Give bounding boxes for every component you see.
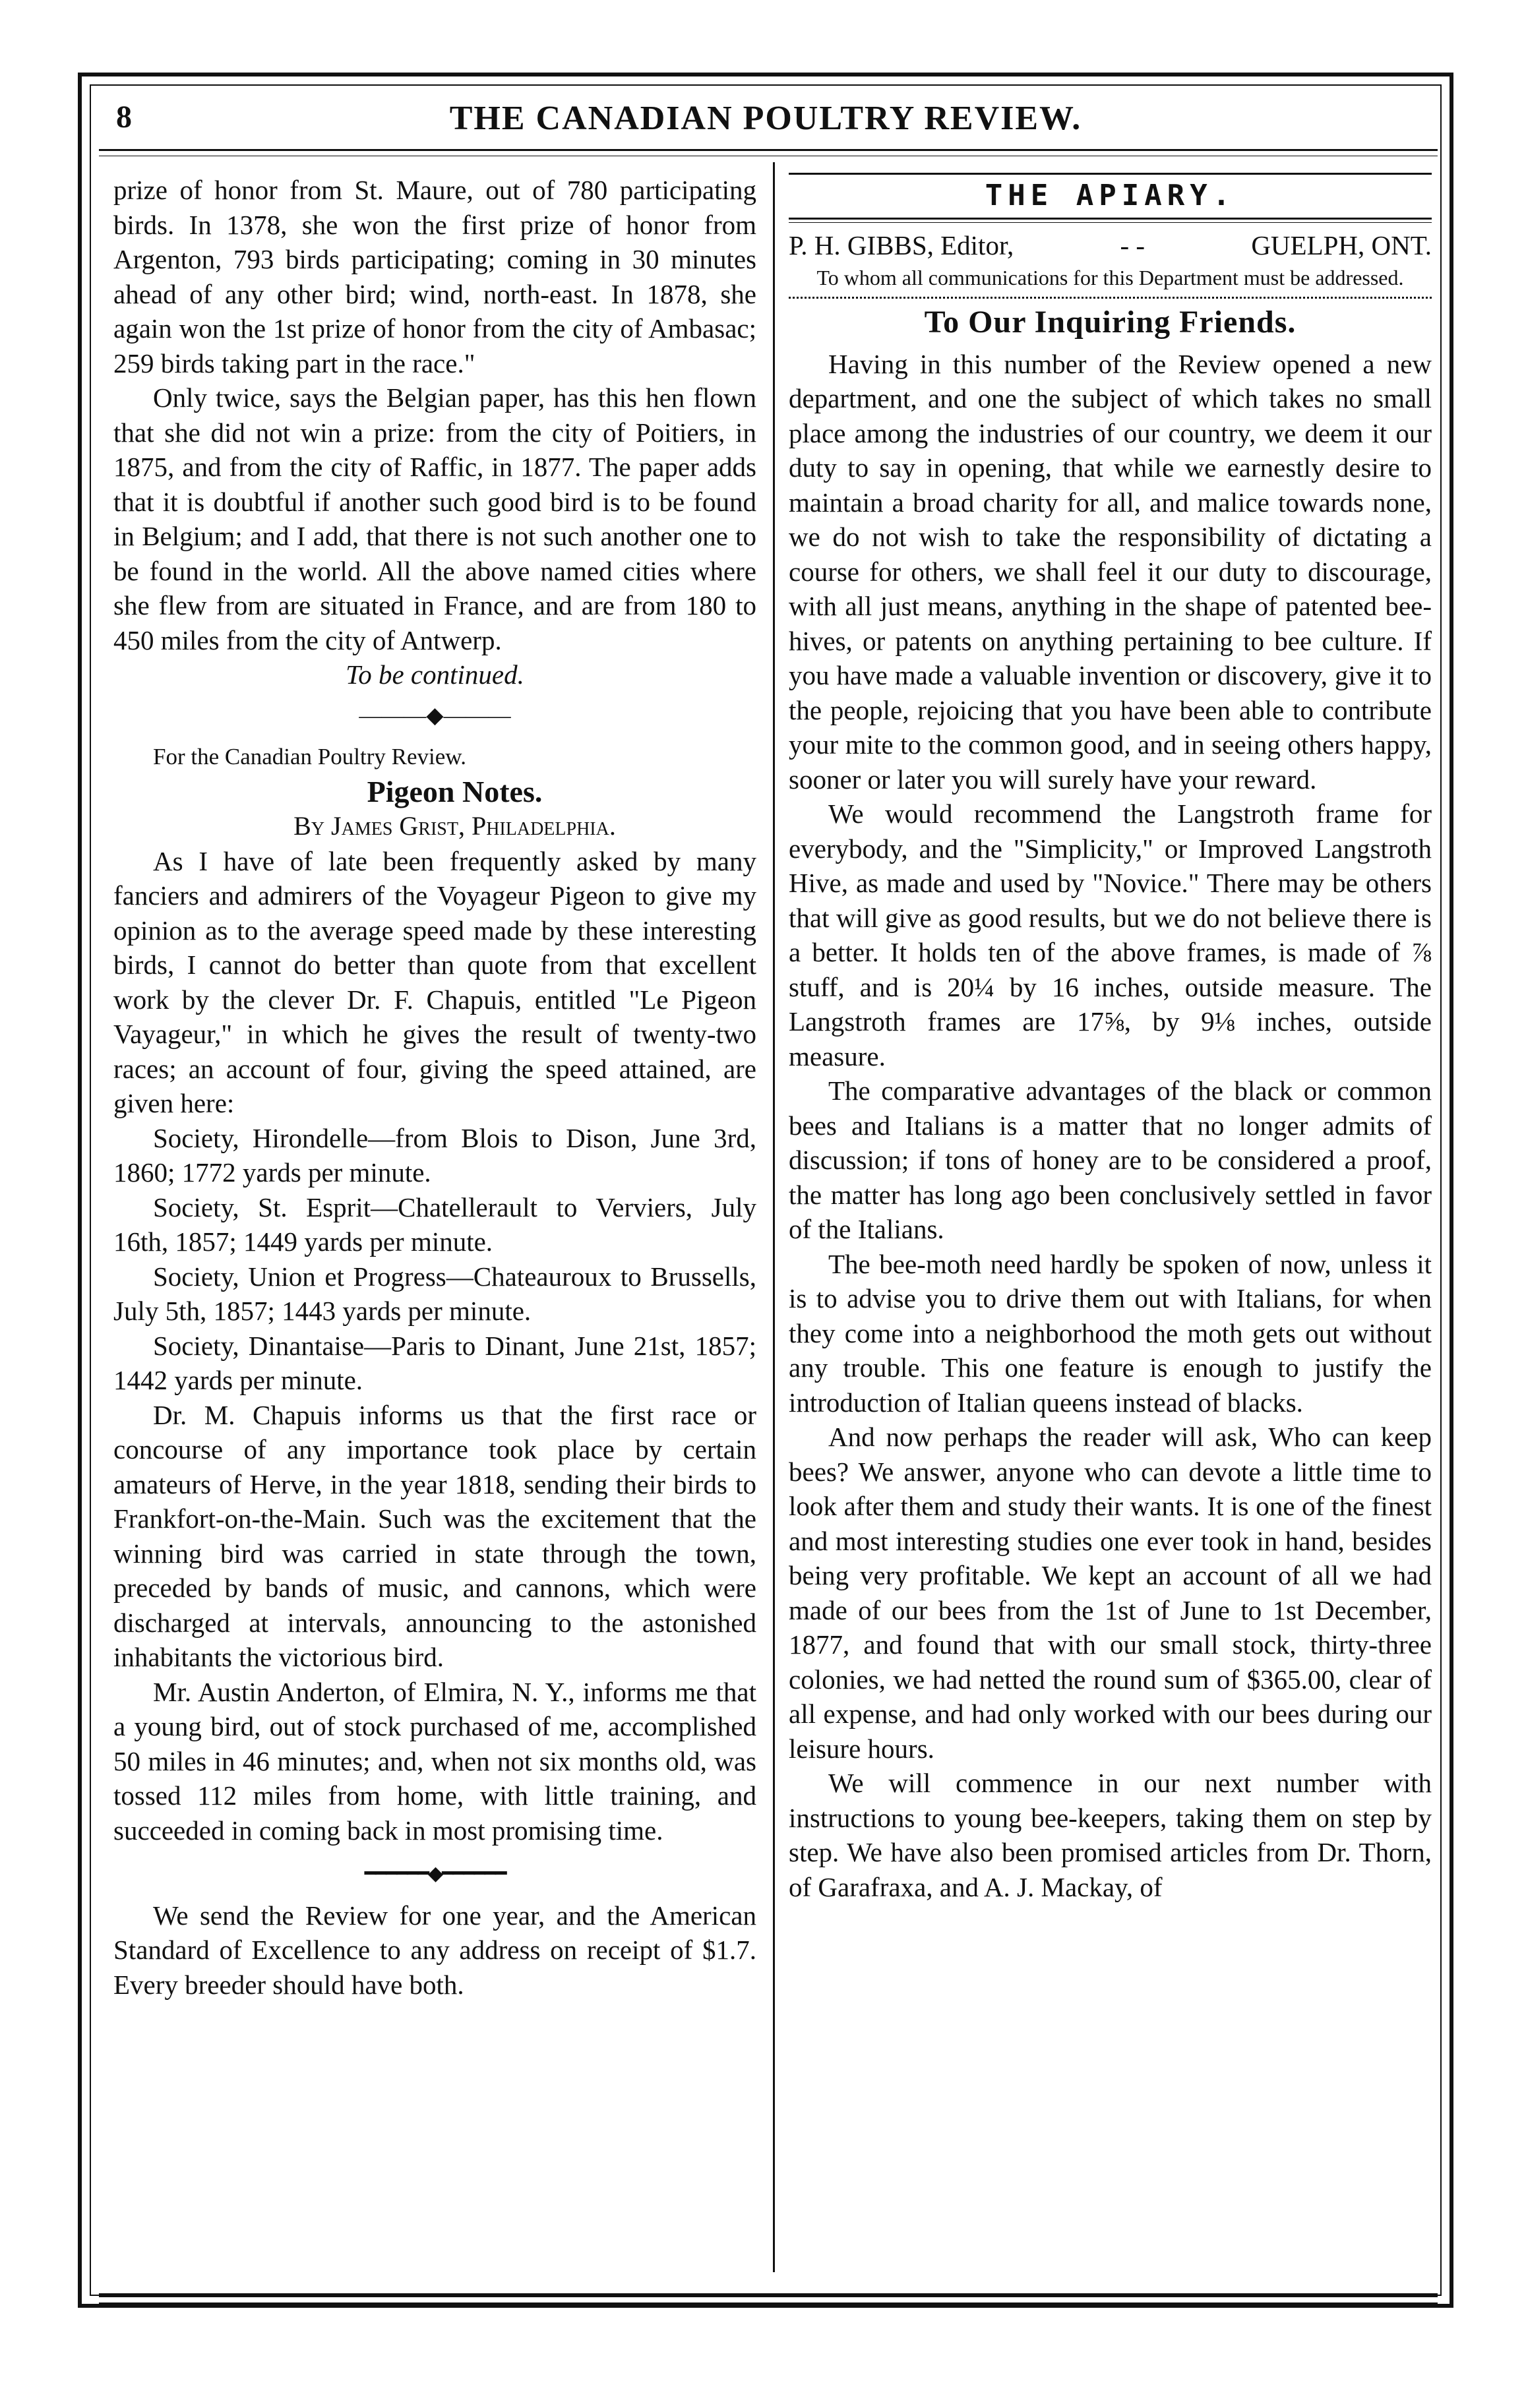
editor-name: P. H. GIBBS, Editor, bbox=[789, 229, 1014, 260]
apiary-rule-top bbox=[789, 173, 1432, 175]
header-rule bbox=[99, 149, 1438, 151]
society-entry-4: Society, Dinantaise—Paris to Dinant, June 21st, 1857; 1442 yards per minute. bbox=[113, 1330, 756, 1395]
to-be-continued: To be continued. bbox=[346, 659, 524, 690]
running-title: THE CANADIAN POULTRY REVIEW. bbox=[449, 100, 1082, 137]
paragraph-as-i-have: As I have of late been frequently asked by many fanciers and admirers of the Voyageur Pigeon to give my opinion as to the average speed made by these interesting birds, I cannot do better than quote from that excellent work by the clever Dr. F. Chapuis, entitled "Le Pigeon Vayageur," in which he gives the result of twenty-two races; an account of four, giving the speed attained, are given here: bbox=[113, 845, 756, 1118]
bottom-rule bbox=[99, 2293, 1438, 2297]
ornament-separator: ———◆——— bbox=[359, 703, 511, 728]
paragraph-recommend: We would recommend the Langstroth frame for everybody, and the "Simplicity," or Improved Langstroth Hive, as made and used by "Novice." There may be others that will give as good results, but we do not believe there is a better. It holds ten of the above frames, is made of ⅞ stuff, and is 20¼ by 16 inches, outside measure. The Langstroth frames are 17⅝, by 9⅛ inches, outside measure. bbox=[789, 798, 1432, 1071]
dotted-rule bbox=[789, 297, 1432, 299]
paragraph-chapuis: Dr. M. Chapuis informs us that the first race or concourse of any importance took place by certain amateurs of Herve, in the year 1818, sending their birds to Frankfort-on-the-Main. Such was the excitement that the winning bird was carried in state through the town, preceded by bands of music, and cannons, which were discharged at intervals, announcing to the astonished inhabitants the victorious bird. bbox=[113, 1399, 756, 1672]
editor-location: GUELPH, ONT. bbox=[1251, 229, 1432, 260]
ornament-bar: ━━━━━━◆━━━━━━ bbox=[364, 1863, 506, 1884]
left-column bbox=[113, 173, 756, 2002]
paragraph-having: Having in this number of the Review opened a new department, and one the subject of which takes no small place among the industries of our country, we deem it our duty to say in opening, that while we earnestly desire to maintain a broad charity for all, and malice towards none, we do not wish to take the responsibility of dictating a course for others, we shall feel it our duty to discourage, with all just means, anything in the shape of patented bee-hives, or patents on anything pertaining to bee culture. If you have made a valuable invention or discovery, give it to the people, rejoicing that you have been able to contribute your mite to the common good, and in seeing others happy, sooner or later you will surely have your reward. bbox=[789, 348, 1432, 795]
department-title: THE APIARY. bbox=[985, 179, 1236, 212]
paragraph-and-now: And now perhaps the reader will ask, Who can keep bees? We answer, anyone who can devote a little time to look after them and study their wants. It is one of the finest and most interesting studies one ever took in hand, besides being very profitable. We kept an account of all we had made of our bees from the 1st of June to 1st December, 1877, and found that with our small stock, thirty-three colonies, we had netted the round sum of $365.00, clear of all expense, and had only worked with our bees during our leisure hours. bbox=[789, 1422, 1432, 1764]
paragraph-beemoth: The bee-moth need hardly be spoken of now, unless it is to advise you to drive them out with Italians, for when they come into a neighborhood the moth gets out without any trouble. This one feature is enough to justify the introduction of Italian queens instead of blacks. bbox=[789, 1248, 1432, 1418]
society-entry-3: Society, Union et Progress—Chateauroux to Brussells, July 5th, 1857; 1443 yards per minute. bbox=[113, 1261, 756, 1326]
bottom-rule-thin bbox=[99, 2303, 1438, 2304]
apiary-rule-thin bbox=[789, 222, 1432, 223]
right-column bbox=[789, 173, 1432, 1904]
communications-note: To whom all communications for this Department must be addressed. bbox=[816, 266, 1404, 289]
editor-dashes: - - bbox=[1120, 229, 1145, 260]
paragraph-comparative: The comparative advantages of the black or common bees and Italians is a matter that no longer admits of discussion; if tons of honey are to be considered a proof, the matter has long ago been conclusively settled in favor of the Italians. bbox=[789, 1075, 1432, 1244]
paragraph-commence: We will commence in our next number with instructions to young bee-keepers, taking them on step by step. We have also been promised articles from Dr. Thorn, of Garafraxa, and A. J. Mackay, of bbox=[789, 1768, 1432, 1902]
paragraph-only-twice: Only twice, says the Belgian paper, has this hen flown that she did not win a prize: from the city of Poitiers, in 1875, and from the city of Raffic, in 1877. The paper adds that it is doubtful if another such good bird is to be found in Belgium; and I add, that there is not such another one to be found in the world. All the above named cities where she flew from are situated in France, and are from 180 to 450 miles from the city of Antwerp. bbox=[113, 382, 756, 655]
inquiring-friends-heading: To Our Inquiring Friends. bbox=[924, 305, 1297, 340]
society-entry-2: Society, St. Esprit—Chatellerault to Verviers, July 16th, 1857; 1449 yards per minute. bbox=[113, 1191, 756, 1257]
society-entry-1: Society, Hirondelle—from Blois to Dison, June 3rd, 1860; 1772 yards per minute. bbox=[113, 1122, 756, 1188]
page-number: 8 bbox=[116, 100, 132, 135]
byline: By James Grist, Philadelphia. bbox=[293, 811, 616, 841]
column-divider bbox=[773, 162, 775, 2272]
pigeon-notes-heading: Pigeon Notes. bbox=[367, 774, 543, 808]
paragraph-we-send: We send the Review for one year, and the American Standard of Excellence to any address on receipt of $1.7. Every breeder should have both. bbox=[113, 1900, 756, 2000]
source-line: For the Canadian Poultry Review. bbox=[153, 744, 467, 769]
paragraph-continuation: prize of honor from St. Maure, out of 780 participating birds. In 1378, she won the first prize of honor from Argenton, 793 birds participating; coming in 30 minutes ahead of any other bird; wind, north-east. In 1878, she again won the 1st prize of honor from the city of Ambasac; 259 birds taking part in the race." bbox=[113, 175, 756, 378]
page-header bbox=[90, 99, 1442, 145]
paragraph-anderton: Mr. Austin Anderton, of Elmira, N. Y., informs me that a young bird, out of stock purchased of me, accomplished 50 miles in 46 minutes; and, when not six months old, was tossed 112 miles from home, with little training, and succeeded in coming back in most promising time. bbox=[113, 1676, 756, 1846]
editor-line bbox=[789, 228, 1432, 263]
